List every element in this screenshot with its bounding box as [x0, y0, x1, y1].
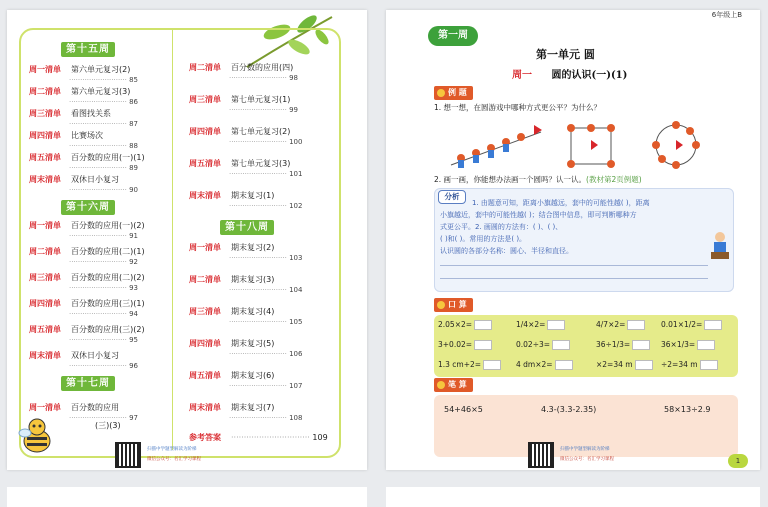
- toc-entry[interactable]: [29, 324, 145, 335]
- toc-entry-page: ·························· 91: [69, 232, 139, 240]
- answer-box[interactable]: [483, 360, 501, 370]
- toc-entry-day: 周四清单: [189, 339, 221, 348]
- next-page-left-stub: [7, 487, 367, 507]
- lesson-day: 周一: [512, 70, 532, 81]
- question-2-hint: (教材第2页例题): [586, 175, 642, 184]
- toc-entry-title: 百分数的应用: [71, 403, 119, 412]
- week-heading: 第十五周: [61, 42, 115, 57]
- toc-entry-day: 周一清单: [29, 65, 61, 74]
- toc-entry[interactable]: [29, 152, 145, 163]
- toc-entry-title: 第七单元复习(1): [231, 95, 291, 104]
- toc-divider: [172, 30, 173, 450]
- analysis-tag: 分析: [438, 190, 466, 204]
- grade-label: 6年级上B: [711, 11, 742, 19]
- written-problem-3: 58×13÷2.9: [664, 405, 711, 414]
- toc-entry[interactable]: [29, 272, 145, 283]
- toc-entry-page: ·························· 104: [229, 286, 303, 294]
- answer-box[interactable]: [547, 320, 565, 330]
- oral-problem: 4/7×2=: [596, 320, 645, 330]
- toc-entry-day: 周五清单: [189, 159, 221, 168]
- section-oral-label: 口 算: [448, 300, 467, 309]
- week-heading: 第十七周: [61, 376, 115, 391]
- toc-entry[interactable]: [189, 402, 274, 413]
- week-heading: 第十八周: [220, 220, 274, 235]
- toc-entry-day: 周一清单: [29, 221, 61, 230]
- week-badge: 第一周: [428, 26, 478, 46]
- toc-entry-day: 周末清单: [189, 403, 221, 412]
- toc-entry-day: 周二清单: [189, 275, 221, 284]
- answer-line-1[interactable]: [440, 265, 708, 266]
- section-written-tag: [434, 378, 473, 392]
- toc-entry[interactable]: [29, 86, 130, 97]
- answer-box[interactable]: [704, 320, 722, 330]
- toc-entry-page: ·························· 108: [229, 414, 303, 422]
- footer-line-2: 微信公众号：名汇学习课程: [147, 457, 201, 462]
- game-illustration-line-icon: [446, 120, 546, 170]
- lesson-name: 圆的认识(一)(1): [551, 70, 628, 81]
- toc-entry-page: ·························· 101: [229, 170, 303, 178]
- toc-entry-title: 期末复习(2): [231, 243, 275, 252]
- toc-entry-day: 周四清单: [29, 131, 61, 140]
- toc-entry[interactable]: [29, 350, 119, 361]
- oral-problem: 1.3 cm+2=: [438, 360, 501, 370]
- oral-problem: 36÷1/3=: [596, 340, 650, 350]
- answer-box[interactable]: [697, 340, 715, 350]
- unit-title: 第一单元 圆: [536, 48, 595, 61]
- toc-entry-page: ·························· 92: [69, 258, 139, 266]
- oral-problem: 0.02÷3=: [516, 340, 570, 350]
- toc-entry-day: 周一清单: [189, 243, 221, 252]
- footer-line-1: 扫描中学题型解读为阶梯: [147, 447, 197, 452]
- toc-entry-page: ·························· 99: [229, 106, 299, 114]
- page-number: 1: [728, 454, 748, 468]
- toc-entry[interactable]: [29, 108, 111, 119]
- toc-entry-page: ·························· 100: [229, 138, 303, 146]
- toc-entry-page: ·························· 87: [69, 120, 139, 128]
- next-page-right-stub: [386, 487, 760, 507]
- answer-box[interactable]: [700, 360, 718, 370]
- week-heading: 第十六周: [61, 200, 115, 215]
- qr-code-icon: [528, 442, 554, 468]
- oral-problem: ÷2=34 m: [661, 360, 718, 370]
- toc-entry-title: 百分数的应用(四): [231, 63, 294, 72]
- toc-entry[interactable]: [189, 274, 274, 285]
- game-illustration-circle-icon: [641, 120, 711, 170]
- toc-entry[interactable]: [189, 338, 274, 349]
- toc-answers-page: 109: [312, 433, 328, 442]
- question-2-text: 2. 画一画，你能想办法画一个圆吗？认一认。: [434, 175, 587, 184]
- toc-entry-day: 周二清单: [189, 63, 221, 72]
- toc-entry[interactable]: [29, 246, 145, 257]
- answer-box[interactable]: [474, 320, 492, 330]
- footer-line-1: 扫描中学题型解读为阶梯: [560, 447, 610, 452]
- toc-entry-day: 周五清单: [29, 153, 61, 162]
- toc-entry-day: 周三清单: [29, 273, 61, 282]
- toc-entry-page: ·························· 96: [69, 362, 139, 370]
- toc-entry-page: ·························· 105: [229, 318, 303, 326]
- analysis-line-2: 小旗越近，套中的可能性越( )；结合图中信息，即可判断哪种方: [440, 211, 637, 219]
- question-1: 1. 想一想，在圆游戏中哪种方式更公平？为什么？: [434, 103, 602, 112]
- toc-entry-title: 期末复习(3): [231, 275, 275, 284]
- answer-box[interactable]: [555, 360, 573, 370]
- toc-entry-title: 看图找关系: [71, 109, 111, 118]
- oral-problem: 1/4×2=: [516, 320, 565, 330]
- oral-problem: ×2=34 m: [596, 360, 653, 370]
- toc-entry-day: 周末清单: [29, 175, 61, 184]
- toc-entry-day: 周三清单: [189, 95, 221, 104]
- toc-entry-title: 比赛场次: [71, 131, 103, 140]
- toc-entry-page: ·························· 97: [69, 414, 139, 422]
- toc-entry-page: ·························· 106: [229, 350, 303, 358]
- toc-entry[interactable]: [189, 306, 274, 317]
- toc-entry-day: 周五清单: [29, 325, 61, 334]
- toc-entry-title: 第七单元复习(2): [231, 127, 291, 136]
- oral-problem: 4 dm×2=: [516, 360, 573, 370]
- answer-box[interactable]: [632, 340, 650, 350]
- lesson-title: [512, 66, 627, 81]
- toc-entry-title: 第六单元复习(2): [71, 65, 131, 74]
- written-problem-1: 54+46×5: [444, 405, 483, 414]
- toc-entry-page: ·························· 93: [69, 284, 139, 292]
- toc-entry-day: 周四清单: [189, 127, 221, 136]
- game-illustration-square-icon: [556, 120, 626, 170]
- question-2: [434, 174, 642, 185]
- answer-box[interactable]: [552, 340, 570, 350]
- toc-entry[interactable]: [189, 62, 293, 73]
- toc-entry-title: 双休日小复习: [71, 175, 119, 184]
- toc-entry-page: ·························· 102: [229, 202, 303, 210]
- toc-entry[interactable]: [29, 174, 119, 185]
- toc-entry[interactable]: [189, 242, 274, 253]
- page-left-toc: [7, 10, 367, 470]
- toc-entry[interactable]: [189, 370, 274, 381]
- footer-line-2: 微信公众号：名汇学习课程: [560, 457, 614, 462]
- toc-entry-title: 百分数的应用(三)(1): [71, 299, 145, 308]
- toc-answers-label: 参考答案: [189, 433, 221, 442]
- toc-entry-title: 百分数的应用(二)(2): [71, 273, 145, 282]
- analysis-line-1: 1. 由题意可知，距离小旗越远，套中的可能性越( )，距离: [472, 199, 650, 207]
- toc-entry-day: 周四清单: [29, 299, 61, 308]
- toc-entry-day: 周二清单: [29, 87, 61, 96]
- section-written-label: 笔 算: [448, 380, 467, 389]
- toc-entry-page: ·························· 85: [69, 76, 139, 84]
- answer-line-2[interactable]: [440, 278, 708, 279]
- answer-box[interactable]: [474, 340, 492, 350]
- written-problem-2: 4.3-(3.3-2.35): [541, 405, 597, 414]
- toc-entry-title: 期末复习(5): [231, 339, 275, 348]
- toc-entry-title: 第七单元复习(3): [231, 159, 291, 168]
- page-right-exercise: [386, 10, 760, 470]
- toc-entry-continuation: (三)(3): [95, 421, 121, 430]
- toc-entry-title: 第六单元复习(3): [71, 87, 131, 96]
- toc-entry[interactable]: [29, 130, 103, 141]
- oral-problem: 36×1/3=: [661, 340, 715, 350]
- toc-entry-day: 周三清单: [189, 307, 221, 316]
- toc-entry-title: 期末复习(6): [231, 371, 275, 380]
- toc-entry-page: ·························· 94: [69, 310, 139, 318]
- toc-entry-title: 期末复习(7): [231, 403, 275, 412]
- section-example-label: 例 题: [448, 88, 467, 97]
- toc-entry-page: ·························· 98: [229, 74, 299, 82]
- analysis-line-3: 式更公平。2. 画圆的方法有：( )、( )、: [440, 223, 563, 231]
- oral-problem: 0.01×1/2=: [661, 320, 722, 330]
- oral-problem: 2.05×2=: [438, 320, 492, 330]
- qr-code-icon: [115, 442, 141, 468]
- bee-mascot-icon: [15, 415, 57, 455]
- toc-entry-page: ·························· 88: [69, 142, 139, 150]
- answer-box[interactable]: [635, 360, 653, 370]
- toc-entry-page: ·························· 86: [69, 98, 139, 106]
- toc-entry-title: 百分数的应用(一)(1): [71, 153, 145, 162]
- toc-entry-page: ·························· 89: [69, 164, 139, 172]
- toc-entry-page: ·························· 95: [69, 336, 139, 344]
- toc-entry-day: 周末清单: [189, 191, 221, 200]
- toc-entry[interactable]: [189, 158, 290, 169]
- toc-entry-title: 双休日小复习: [71, 351, 119, 360]
- toc-entry-title: 百分数的应用(三)(2): [71, 325, 145, 334]
- toc-entry-title: 百分数的应用(一)(2): [71, 221, 145, 230]
- toc-entry-title: 百分数的应用(二)(1): [71, 247, 145, 256]
- toc-entry-day: 周二清单: [29, 247, 61, 256]
- toc-entry[interactable]: [29, 220, 145, 231]
- toc-entry-day: 周五清单: [189, 371, 221, 380]
- toc-entry-day: 周一清单: [29, 403, 61, 412]
- toc-entry-day: 周末清单: [29, 351, 61, 360]
- section-oral-tag: [434, 298, 473, 312]
- toc-entry[interactable]: [189, 94, 290, 105]
- teacher-illustration-icon: [709, 230, 731, 260]
- section-example-tag: [434, 86, 473, 100]
- toc-entry-page: ·························· 107: [229, 382, 303, 390]
- toc-entry[interactable]: [29, 402, 119, 413]
- toc-answers-entry[interactable]: 参考答案 ······························· 109: [189, 433, 328, 442]
- toc-entry[interactable]: [29, 64, 130, 75]
- analysis-line-4: ( )和( )。常用的方法是( )。: [440, 235, 527, 243]
- toc-entry-title: 期末复习(4): [231, 307, 275, 316]
- answer-box[interactable]: [627, 320, 645, 330]
- toc-entry[interactable]: [29, 298, 145, 309]
- toc-entry-day: 周三清单: [29, 109, 61, 118]
- toc-entry[interactable]: [189, 190, 274, 201]
- toc-entry-page: ·························· 90: [69, 186, 139, 194]
- toc-entry-page: ·························· 103: [229, 254, 303, 262]
- toc-entry[interactable]: [189, 126, 290, 137]
- oral-problem: 3+0.02=: [438, 340, 492, 350]
- toc-entry-title: 期末复习(1): [231, 191, 275, 200]
- analysis-line-5: 认识圆的各部分名称：圆心、半径和直径。: [440, 247, 573, 255]
